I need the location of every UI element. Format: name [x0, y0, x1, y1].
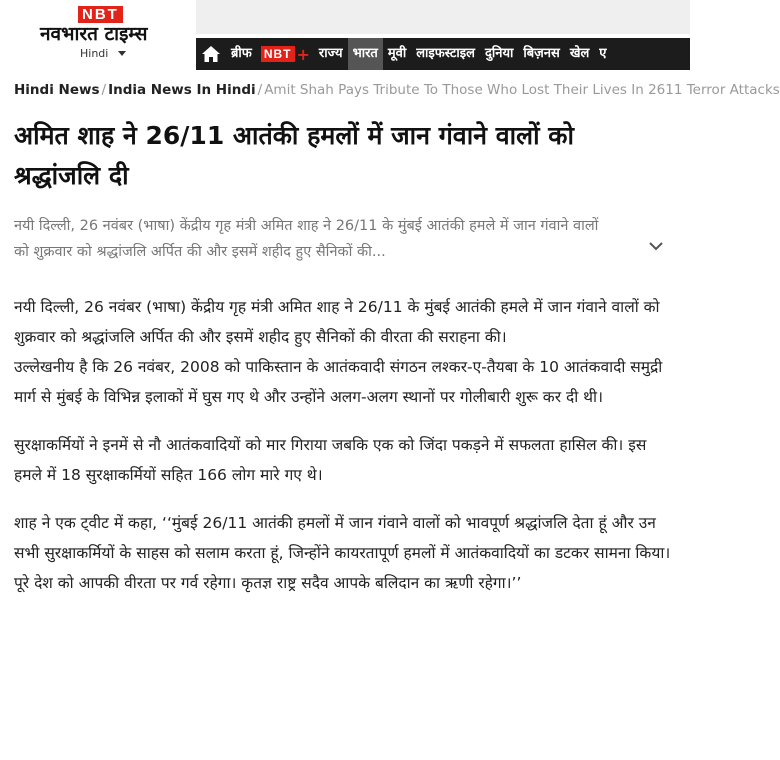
breadcrumb-link-hindi-news[interactable]: Hindi News [14, 82, 100, 98]
home-button[interactable] [196, 38, 226, 70]
breadcrumb-current: Amit Shah Pays Tribute To Those Who Lost Their Lives In 2611 Terror Attacks [264, 82, 780, 98]
article-summary: नयी दिल्ली, 26 नवंबर (भाषा) केंद्रीय गृह मंत्री अमित शाह ने 26/11 के मुंबई आतंकी हमले में जान गंवाने वालों को शुक्रवार को श्रद्धांजलि अर्पित की और इसमें शहीद हुए सैनिकों की... [14, 218, 599, 260]
nav-item-business[interactable]: बिज़नस [523, 46, 560, 61]
home-icon [201, 45, 221, 63]
nav-item-world[interactable]: दुनिया [484, 46, 514, 61]
site-logo[interactable] [0, 0, 196, 72]
language-selector[interactable]: Hindi [80, 47, 109, 60]
breadcrumb-separator: / [257, 82, 263, 98]
site-header [0, 0, 690, 72]
nav-item-movies[interactable]: मूवी [387, 46, 407, 61]
breadcrumb [14, 82, 780, 98]
article-body [14, 292, 674, 598]
main-nav [196, 38, 690, 70]
chevron-down-icon [649, 242, 663, 251]
nbt-plus-badge: NBT [261, 46, 295, 62]
nav-item-india[interactable]: भारत [348, 38, 383, 70]
breadcrumb-link-india-news[interactable]: India News In Hindi [108, 82, 256, 98]
nav-item-sports[interactable]: खेल [569, 46, 590, 61]
breadcrumb-separator: / [101, 82, 107, 98]
nav-item-brief[interactable]: ब्रीफ [231, 46, 252, 61]
logo-name: नवभारत टाइम्स [40, 23, 148, 45]
caret-down-icon[interactable] [118, 51, 126, 56]
nav-item-more[interactable]: ए [599, 46, 607, 61]
plus-icon: + [296, 44, 310, 64]
article-paragraph: सुरक्षाकर्मियों ने इनमें से नौ आतंकवादियों को मार गिराया जबकि एक को जिंदा पकड़ने में सफलता हासिल की। इस हमले में 18 सुरक्षाकर्मियों सहित 166 लोग मारे गए थे। [14, 436, 647, 484]
article-paragraph: उल्लेखनीय है कि 26 नवंबर, 2008 को पाकिस्तान के आतंकवादी संगठन लश्कर-ए-तैयबा के 10 आतंकवादी समुद्री मार्ग से मुंबई के विभिन्न इलाकों में घुस गए थे और उन्होंने अलग-अलग स्थानों पर गोलीबारी शुरू कर दी थी। [14, 358, 663, 406]
nav-item-nbt-plus[interactable] [257, 38, 314, 70]
top-strip [196, 0, 690, 34]
nav-item-lifestyle[interactable]: लाइफस्टाइल [416, 46, 475, 61]
article-paragraph: शाह ने एक ट्वीट में कहा, ‘‘मुंबई 26/11 आतंकी हमलों में जान गंवाने वालों को भावपूर्ण श्रद्धांजलि देता हूं और उन सभी सुरक्षाकर्मियों के साहस को सलाम करता हूं, जिन्होंने कायरतापूर्ण हमलों में आतंकवादियों का डटकर सामना किया। पूरे देश को आपकी वीरता पर गर्व रहेगा। कृतज्ञ राष्ट्र सदैव आपके बलिदान का ऋणी रहेगा।’’ [14, 514, 671, 592]
article-paragraph: नयी दिल्ली, 26 नवंबर (भाषा) केंद्रीय गृह मंत्री अमित शाह ने 26/11 के मुंबई आतंकी हमले में जान गंवाने वालों को शुक्रवार को श्रद्धांजलि अर्पित की और इसमें शहीद हुए सैनिकों की वीरता की सराहना की। [14, 298, 660, 346]
article-title: अमित शाह ने 26/11 आतंकी हमलों में जान गंवाने वालों को श्रद्धांजलि दी [14, 121, 574, 190]
nav-item-states[interactable]: राज्य [318, 46, 343, 61]
logo-badge: NBT [78, 6, 123, 23]
expand-summary-button[interactable] [646, 236, 666, 256]
